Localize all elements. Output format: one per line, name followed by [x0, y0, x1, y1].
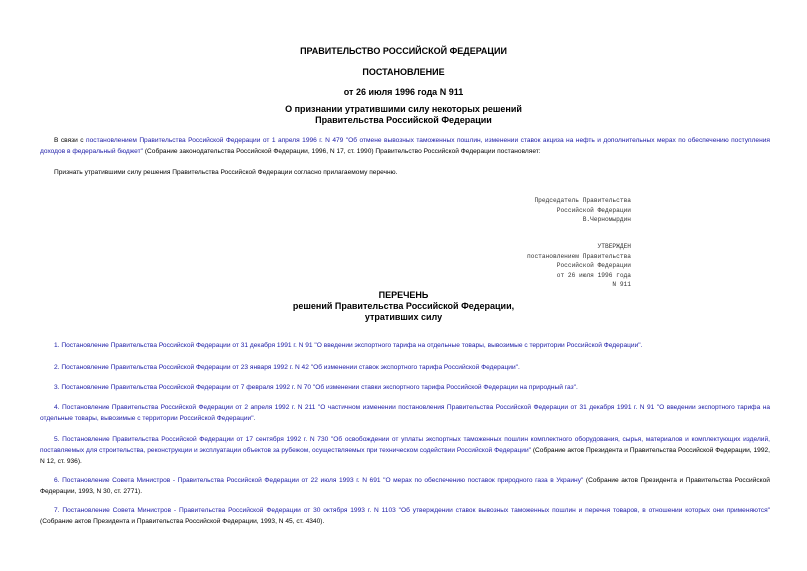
list-item-5-source: (Собрание актов Президента и Правительства Российской Федерации, 1992, N 12, ст. 936).	[40, 447, 770, 465]
doc-date: от 26 июля 1996 года N 911	[343, 87, 464, 97]
approved-line: N 911	[612, 281, 631, 289]
decision-text: Признать утратившими силу решения Правительства Российской Федерации согласно прилагаемому перечню.	[54, 169, 398, 176]
list-item-5	[40, 434, 770, 467]
list-item-6	[40, 475, 770, 497]
preamble-link[interactable]: постановлением Правительства Российской Федерации от 1 апреля 1996 г. N 479 "Об отмене вывозных таможенных пошлин, изменении ставок акциза на нефть и дополнительных мерах по обеспечению поступления доходов в федеральный бюджет"	[40, 137, 770, 155]
list-item-3[interactable]: 3. Постановление Правительства Российской Федерации от 7 февраля 1992 г. N 70 "Об изменении ставки экспортного тарифа Российской Федерации на природный газ".	[54, 384, 578, 391]
approved-line: УТВЕРЖДЕН	[597, 243, 631, 250]
approved-line: от 26 июля 1996 года	[556, 271, 631, 279]
approved-line: Российской Федерации	[556, 262, 631, 270]
signature-line: Председатель Правительства	[534, 197, 631, 204]
doc-title-line2: Правительства Российской Федерации	[315, 115, 492, 125]
signature-line: Российской Федерации	[556, 206, 631, 214]
list-item-1[interactable]: 1. Постановление Правительства Российской Федерации от 31 декабря 1991 г. N 91 "О введении экспортного тарифа на отдельные товары, вывозимые с территории Российской Федерации".	[54, 342, 643, 349]
list-item-7-source: (Собрание актов Президента и Правительства Российской Федерации, 1993, N 45, ст. 4340).	[40, 518, 325, 525]
list-item-4[interactable]: 4. Постановление Правительства Российской Федерации от 2 апреля 1992 г. N 211 "О частичном изменении постановления Правительства Российской Федерации от 31 декабря 1991 г. N 91 "О введении экспортного тарифа на отдельные товары, вывозимые с территории Российской Федерации".	[40, 404, 770, 422]
preamble-tail: (Собрание законодательства Российской Федерации, 1996, N 17, ст. 1990) Правительство Российской Федерации постановляет:	[143, 148, 541, 155]
approved-block	[527, 242, 631, 290]
list-item-7-link[interactable]: 7. Постановление Совета Министров - Правительства Российской Федерации от 30 октября 1993 г. N 1103 "Об утверждении ставок вывозных таможенных пошлин и перечня товаров, в отношении которых они применяются"	[54, 507, 770, 514]
doc-type: ПОСТАНОВЛЕНИЕ	[362, 67, 445, 77]
preamble-intro: В связи с	[54, 137, 87, 144]
gov-header: ПРАВИТЕЛЬСТВО РОССИЙСКОЙ ФЕДЕРАЦИИ	[300, 46, 507, 56]
list-item-5-link[interactable]: 5. Постановление Правительства Российской Федерации от 17 сентября 1992 г. N 730 "Об освобождении от уплаты экспортных таможенных пошлин комплектного оборудования, сырья, материалов и комплектующих изделий, поставляемых для строительства, реконструкции и эксплуатации объектов за рубежом, осуществляемых при техническом содействии Российской Федерации"	[40, 436, 770, 454]
list-title-line2: решений Правительства Российской Федерации,	[292, 301, 515, 311]
list-item-7	[40, 505, 770, 527]
doc-title-line1: О признании утратившими силу некоторых решений	[285, 104, 522, 114]
list-item-6-link[interactable]: 6. Постановление Совета Министров - Правительства Российской Федерации от 22 июля 1993 г. N 691 "О мерах по обеспечению поставок природного газа в Украину"	[54, 477, 584, 484]
list-title-line1: ПЕРЕЧЕНЬ	[378, 290, 429, 300]
signature-block	[534, 196, 631, 225]
preamble	[40, 135, 770, 157]
signature-line: В.Черномырдин	[582, 216, 631, 224]
list-title-line3: утративших силу	[364, 312, 443, 322]
list-item-6-source: (Собрание актов Президента и Правительства Российской Федерации, 1993, N 30, ст. 2771).	[40, 477, 770, 495]
list-item-2[interactable]: 2. Постановление Правительства Российской Федерации от 23 января 1992 г. N 42 "Об изменении ставок экспортного тарифа Российской Федерации".	[54, 364, 520, 371]
approved-line: постановлением Правительства	[527, 252, 631, 260]
